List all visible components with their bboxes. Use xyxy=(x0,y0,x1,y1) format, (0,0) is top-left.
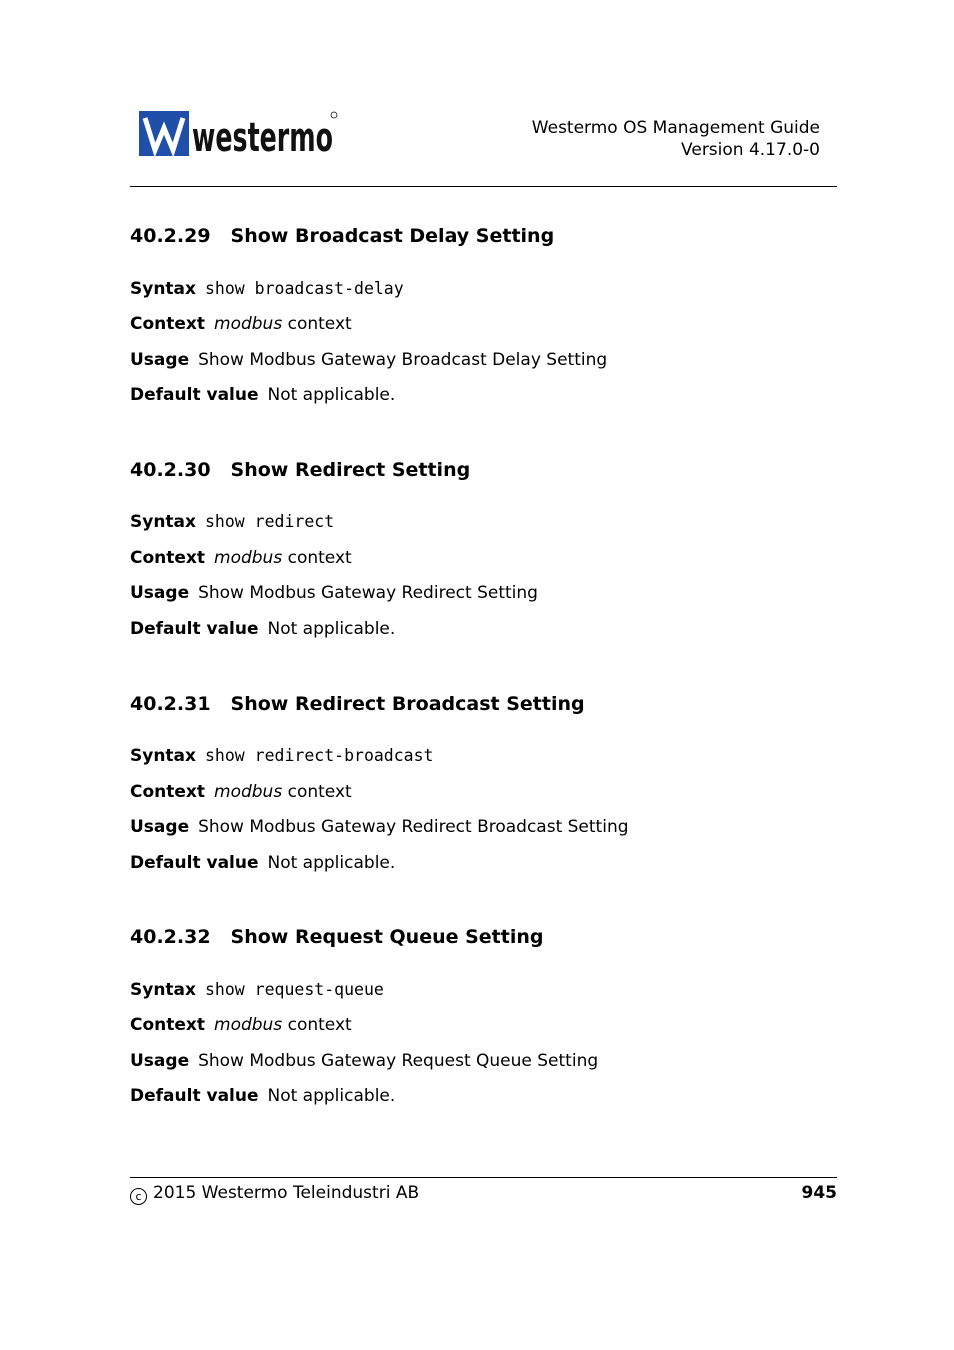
usage-row: Usage Show Modbus Gateway Redirect Broadcast Setting xyxy=(130,817,629,837)
usage-text: Show Modbus Gateway Redirect Broadcast Setting xyxy=(198,817,629,837)
context-row: Context modbus context xyxy=(130,1015,352,1035)
westermo-logo xyxy=(139,110,339,161)
svg-text:westermo: westermo xyxy=(192,115,333,161)
section-title: Show Redirect Broadcast Setting xyxy=(230,693,585,715)
syntax-command: show request-queue xyxy=(205,980,384,999)
context-row: Context modbus context xyxy=(130,548,352,568)
section-40-2-29 xyxy=(130,224,837,405)
context-row: Context modbus context xyxy=(130,314,352,334)
section-number: 40.2.32 xyxy=(130,926,211,948)
section-40-2-31 xyxy=(130,692,837,873)
usage-text: Show Modbus Gateway Redirect Setting xyxy=(198,583,538,603)
usage-row: Usage Show Modbus Gateway Request Queue Setting xyxy=(130,1051,599,1071)
context-name: modbus xyxy=(214,314,283,334)
default-row: Default value Not applicable. xyxy=(130,853,396,873)
header-rule xyxy=(130,186,837,187)
default-row: Default value Not applicable. xyxy=(130,385,396,405)
default-row: Default value Not applicable. xyxy=(130,619,396,639)
default-row: Default value Not applicable. xyxy=(130,1086,396,1106)
copyright-text: 2015 Westermo Teleindustri AB xyxy=(153,1183,420,1203)
syntax-row: Syntax show request-queue xyxy=(130,980,384,1000)
syntax-command: show redirect-broadcast xyxy=(205,746,434,765)
usage-row: Usage Show Modbus Gateway Redirect Setting xyxy=(130,583,538,603)
section-heading xyxy=(130,224,837,248)
default-text: Not applicable. xyxy=(267,385,396,405)
syntax-row: Syntax show redirect-broadcast xyxy=(130,746,434,766)
context-name: modbus xyxy=(214,782,283,802)
section-40-2-30 xyxy=(130,458,837,639)
guide-version: Version 4.17.0-0 xyxy=(681,140,820,160)
copyright-notice xyxy=(130,1182,419,1205)
default-text: Not applicable. xyxy=(267,853,396,873)
syntax-row: Syntax show redirect xyxy=(130,512,335,532)
section-heading xyxy=(130,458,837,482)
footer-rule xyxy=(130,1177,837,1178)
context-name: modbus xyxy=(214,548,283,568)
section-title: Show Broadcast Delay Setting xyxy=(230,225,555,247)
usage-text: Show Modbus Gateway Broadcast Delay Setting xyxy=(198,350,608,370)
context-row: Context modbus context xyxy=(130,782,352,802)
default-text: Not applicable. xyxy=(267,1086,396,1106)
section-heading xyxy=(130,925,837,949)
section-number: 40.2.31 xyxy=(130,693,211,715)
syntax-command: show broadcast-delay xyxy=(205,279,404,298)
section-heading xyxy=(130,692,837,716)
section-title: Show Redirect Setting xyxy=(230,459,471,481)
copyright-icon: c xyxy=(130,1188,147,1205)
section-number: 40.2.30 xyxy=(130,459,211,481)
guide-title: Westermo OS Management Guide xyxy=(531,118,820,138)
document-header xyxy=(532,117,820,161)
default-text: Not applicable. xyxy=(267,619,396,639)
section-title: Show Request Queue Setting xyxy=(230,926,544,948)
section-40-2-32 xyxy=(130,925,837,1106)
context-name: modbus xyxy=(214,1015,283,1035)
page-number: 945 xyxy=(801,1183,837,1203)
syntax-row: Syntax show broadcast-delay xyxy=(130,279,404,299)
usage-text: Show Modbus Gateway Request Queue Setting xyxy=(198,1051,599,1071)
usage-row: Usage Show Modbus Gateway Broadcast Delay Setting xyxy=(130,350,608,370)
section-number: 40.2.29 xyxy=(130,225,211,247)
syntax-command: show redirect xyxy=(205,512,335,531)
